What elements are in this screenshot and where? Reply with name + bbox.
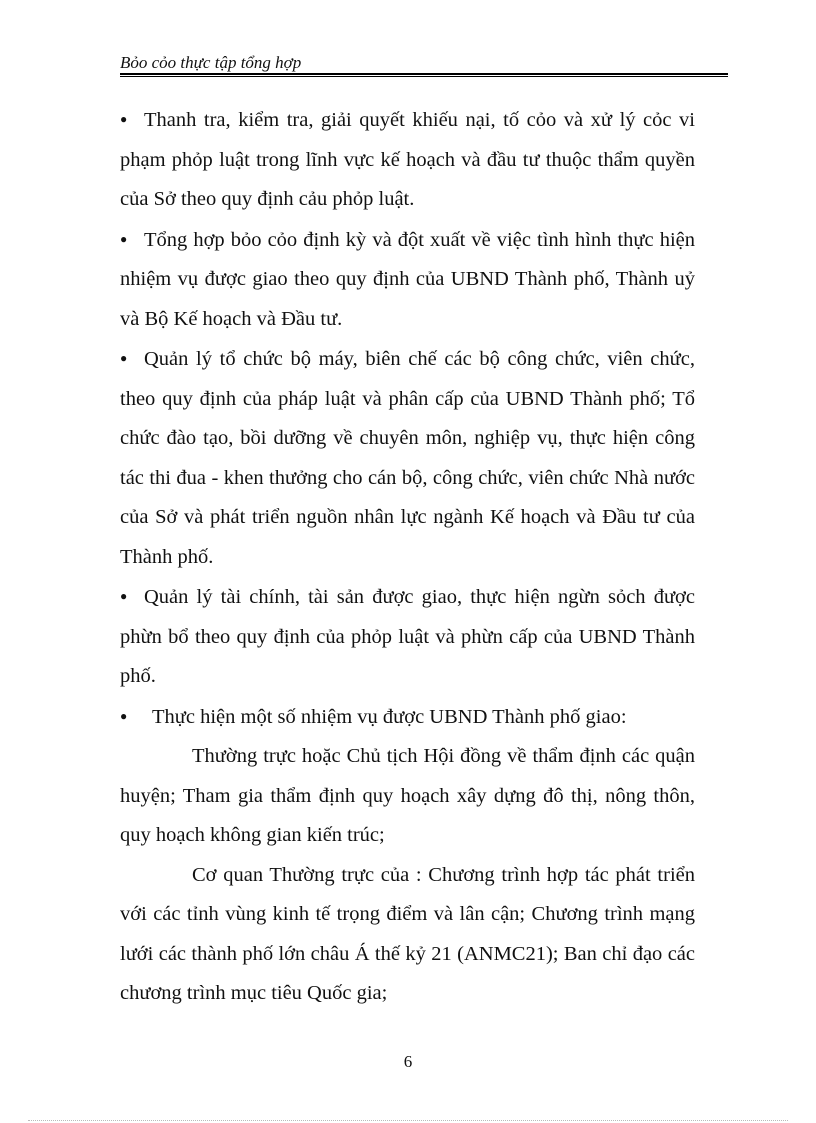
running-header: Bỏo cỏo thực tập tổng hợp [120, 53, 302, 72]
bullet-paragraph-finance: ● Quản lý tài chính, tài sản được giao, thực hiện ngừn sỏch được phừn bổ theo quy định của phỏp luật và phừn cấp của UBND Thành phố. [120, 577, 695, 697]
bullet-paragraph-assigned-tasks: ● Thực hiện một số nhiệm vụ được UBND Thành phố giao: [120, 697, 695, 738]
indented-paragraph-standing-agency: Cơ quan Thường trực của : Chương trình hợp tác phát triển với các tỉnh vùng kinh tế trọng điểm và lân cận; Chương trình mạng lưới các thành phố lớn châu Á thế kỷ 21 (ANMC21); Ban chỉ đạo các chương trình mục tiêu Quốc gia; [120, 863, 695, 1004]
footer-divider [28, 1120, 788, 1122]
bullet-paragraph-reporting: ● Tổng hợp bỏo cỏo định kỳ và đột xuất về việc tình hình thực hiện nhiệm vụ được giao theo quy định của UBND Thành phố, Thành uỷ và Bộ Kế hoạch và Đầu tư. [120, 220, 695, 340]
body-text [120, 100, 695, 1014]
header-rule [120, 73, 728, 77]
bullet-paragraph-inspection: ● Thanh tra, kiểm tra, giải quyết khiếu nại, tố cỏo và xử lý cỏc vi phạm phỏp luật trong lĩnh vực kế hoạch và đầu tư thuộc thẩm quyền của Sở theo quy định cảu phỏp luật. [120, 100, 695, 220]
indented-paragraph-appraisal: Thường trực hoặc Chủ tịch Hội đồng về thẩm định các quận huyện; Tham gia thẩm định quy hoạch xây dựng đô thị, nông thôn, quy hoạch không gian kiến trúc; [120, 745, 695, 846]
page-number: 6 [403, 1052, 413, 1071]
bullet-paragraph-organization: ● Quản lý tổ chức bộ máy, biên chế các bộ công chức, viên chức, theo quy định của pháp luật và phân cấp của UBND Thành phố; Tổ chức đào tạo, bồi dưỡng về chuyên môn, nghiệp vụ, thực hiện công tác thi đua - khen thưởng cho cán bộ, công chức, viên chức Nhà nước của Sở và phát triển nguồn nhân lực ngành Kế hoạch và Đầu tư của Thành phố. [120, 339, 695, 577]
